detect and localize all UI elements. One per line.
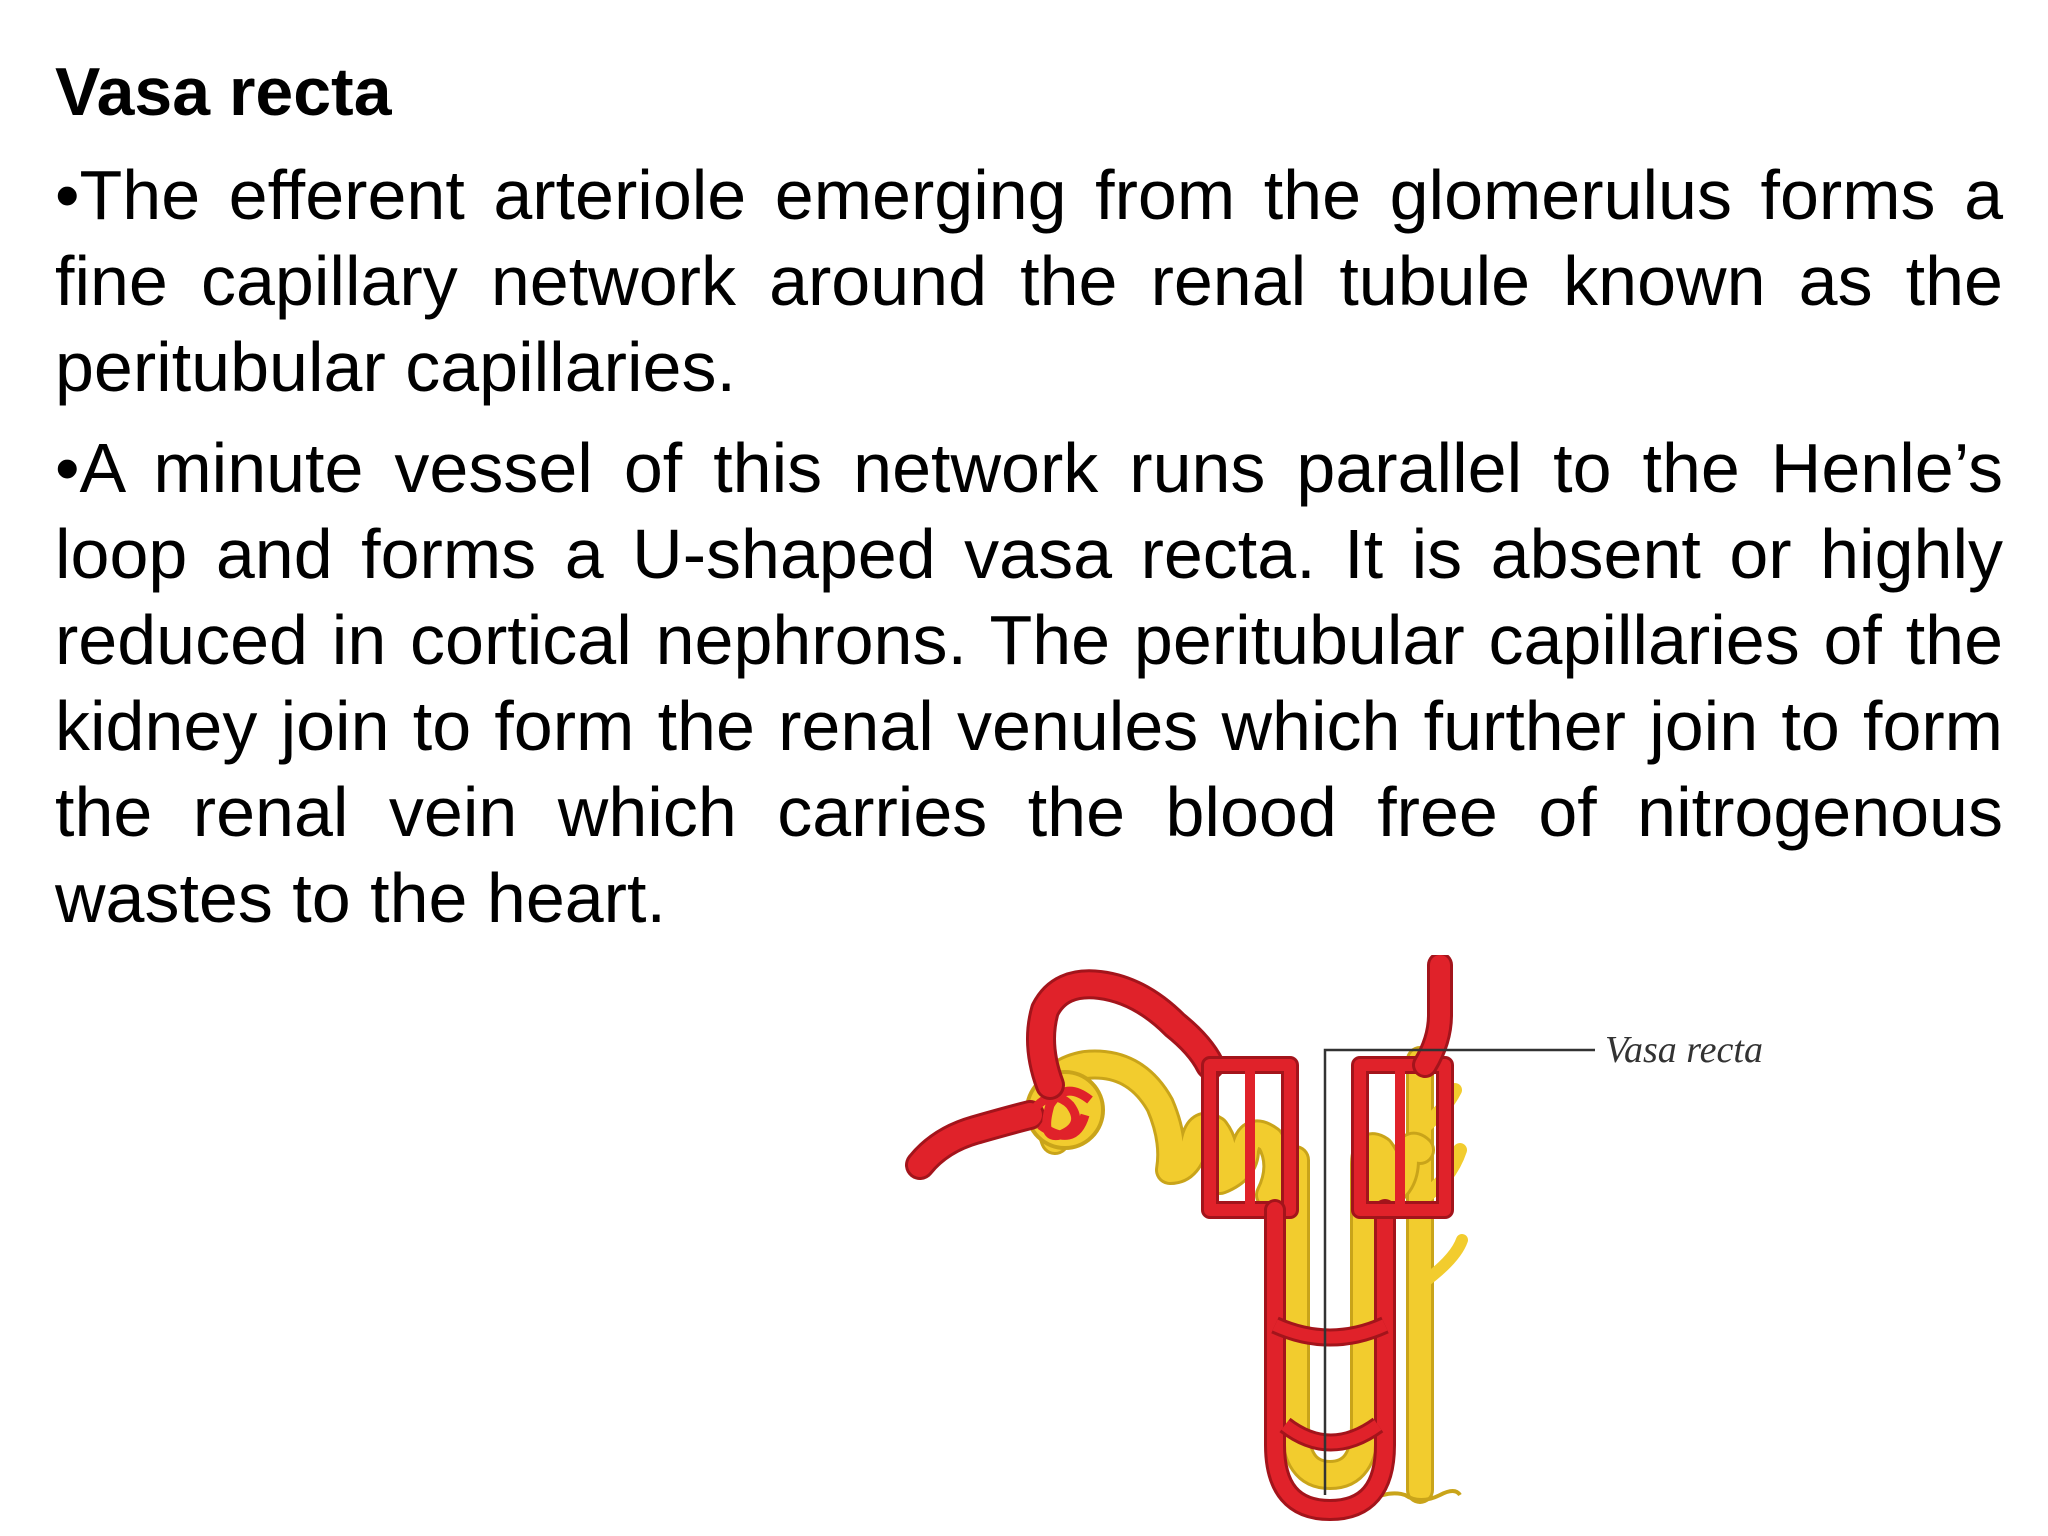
slide-title: Vasa recta (55, 54, 392, 130)
bullet-efferent-arteriole: •The efferent arteriole emerging from the glomerulus forms a fine capillary network around the renal tubule known as the peritubular capillaries. (55, 156, 2003, 406)
nephron-vasa-recta-diagram (900, 955, 1800, 1535)
nephron-illustration (900, 955, 1800, 1535)
bullet-vasa-recta: •A minute vessel of this network runs parallel to the Henle’s loop and forms a U-shaped vasa recta. It is absent or highly reduced in cortical nephrons. The peritubular capillaries of the kidney join to form the renal venules which further join to form the renal vein which carries the blood free of nitrogenous wastes to the heart. (55, 429, 2003, 937)
vasa-recta-label: Vasa recta (1605, 1029, 1763, 1071)
